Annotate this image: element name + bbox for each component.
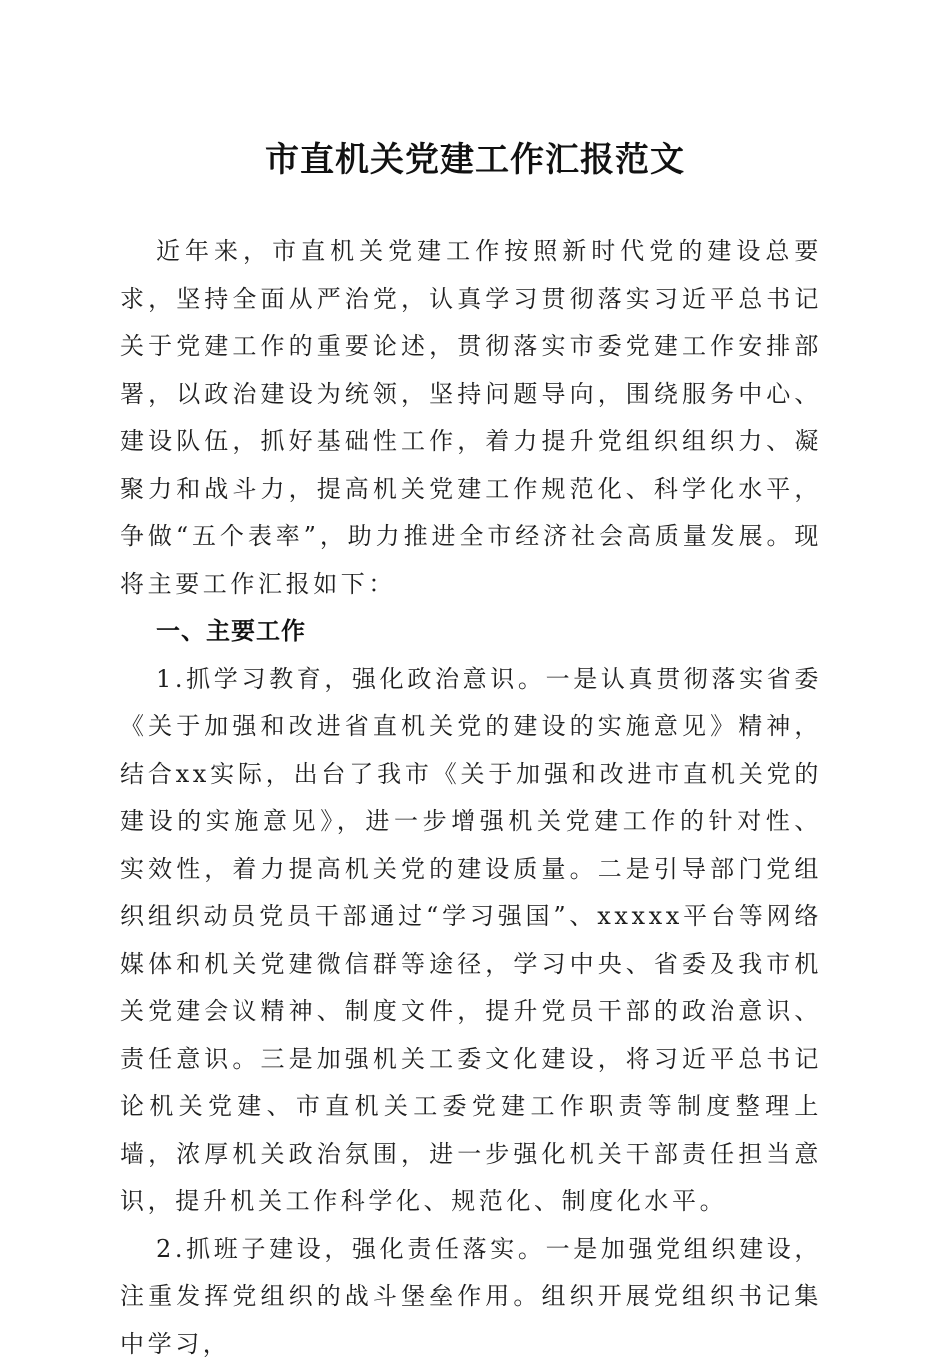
document-body [120, 228, 822, 1368]
section-heading-main-work: 一、主要工作 [120, 608, 822, 656]
document-title: 市直机关党建工作汇报范文 [0, 136, 950, 184]
intro-paragraph: 近年来，市直机关党建工作按照新时代党的建设总要求，坚持全面从严治党，认真学习贯彻落实习近平总书记关于党建工作的重要论述，贯彻落实市委党建工作安排部署，以政治建设为统领，坚持问题导向，围绕服务中心、建设队伍，抓好基础性工作，着力提升党组织组织力、凝聚力和战斗力，提高机关党建工作规范化、科学化水平，争做“五个表率”，助力推进全市经济社会高质量发展。现将主要工作汇报如下： [120, 228, 822, 608]
item-1-paragraph: 1.抓学习教育，强化政治意识。一是认真贯彻落实省委《关于加强和改进省直机关党的建设的实施意见》精神，结合xx实际，出台了我市《关于加强和改进市直机关党的建设的实施意见》，进一步增强机关党建工作的针对性、实效性，着力提高机关党的建设质量。二是引导部门党组织组织动员党员干部通过“学习强国”、xxxxx平台等网络媒体和机关党建微信群等途径，学习中央、省委及我市机关党建会议精神、制度文件，提升党员干部的政治意识、责任意识。三是加强机关工委文化建设，将习近平总书记论机关党建、市直机关工委党建工作职责等制度整理上墙，浓厚机关政治氛围，进一步强化机关干部责任担当意识，提升机关工作科学化、规范化、制度化水平。 [120, 656, 822, 1226]
item-2-paragraph: 2.抓班子建设，强化责任落实。一是加强党组织建设，注重发挥党组织的战斗堡垒作用。组织开展党组织书记集中学习， [120, 1226, 822, 1368]
